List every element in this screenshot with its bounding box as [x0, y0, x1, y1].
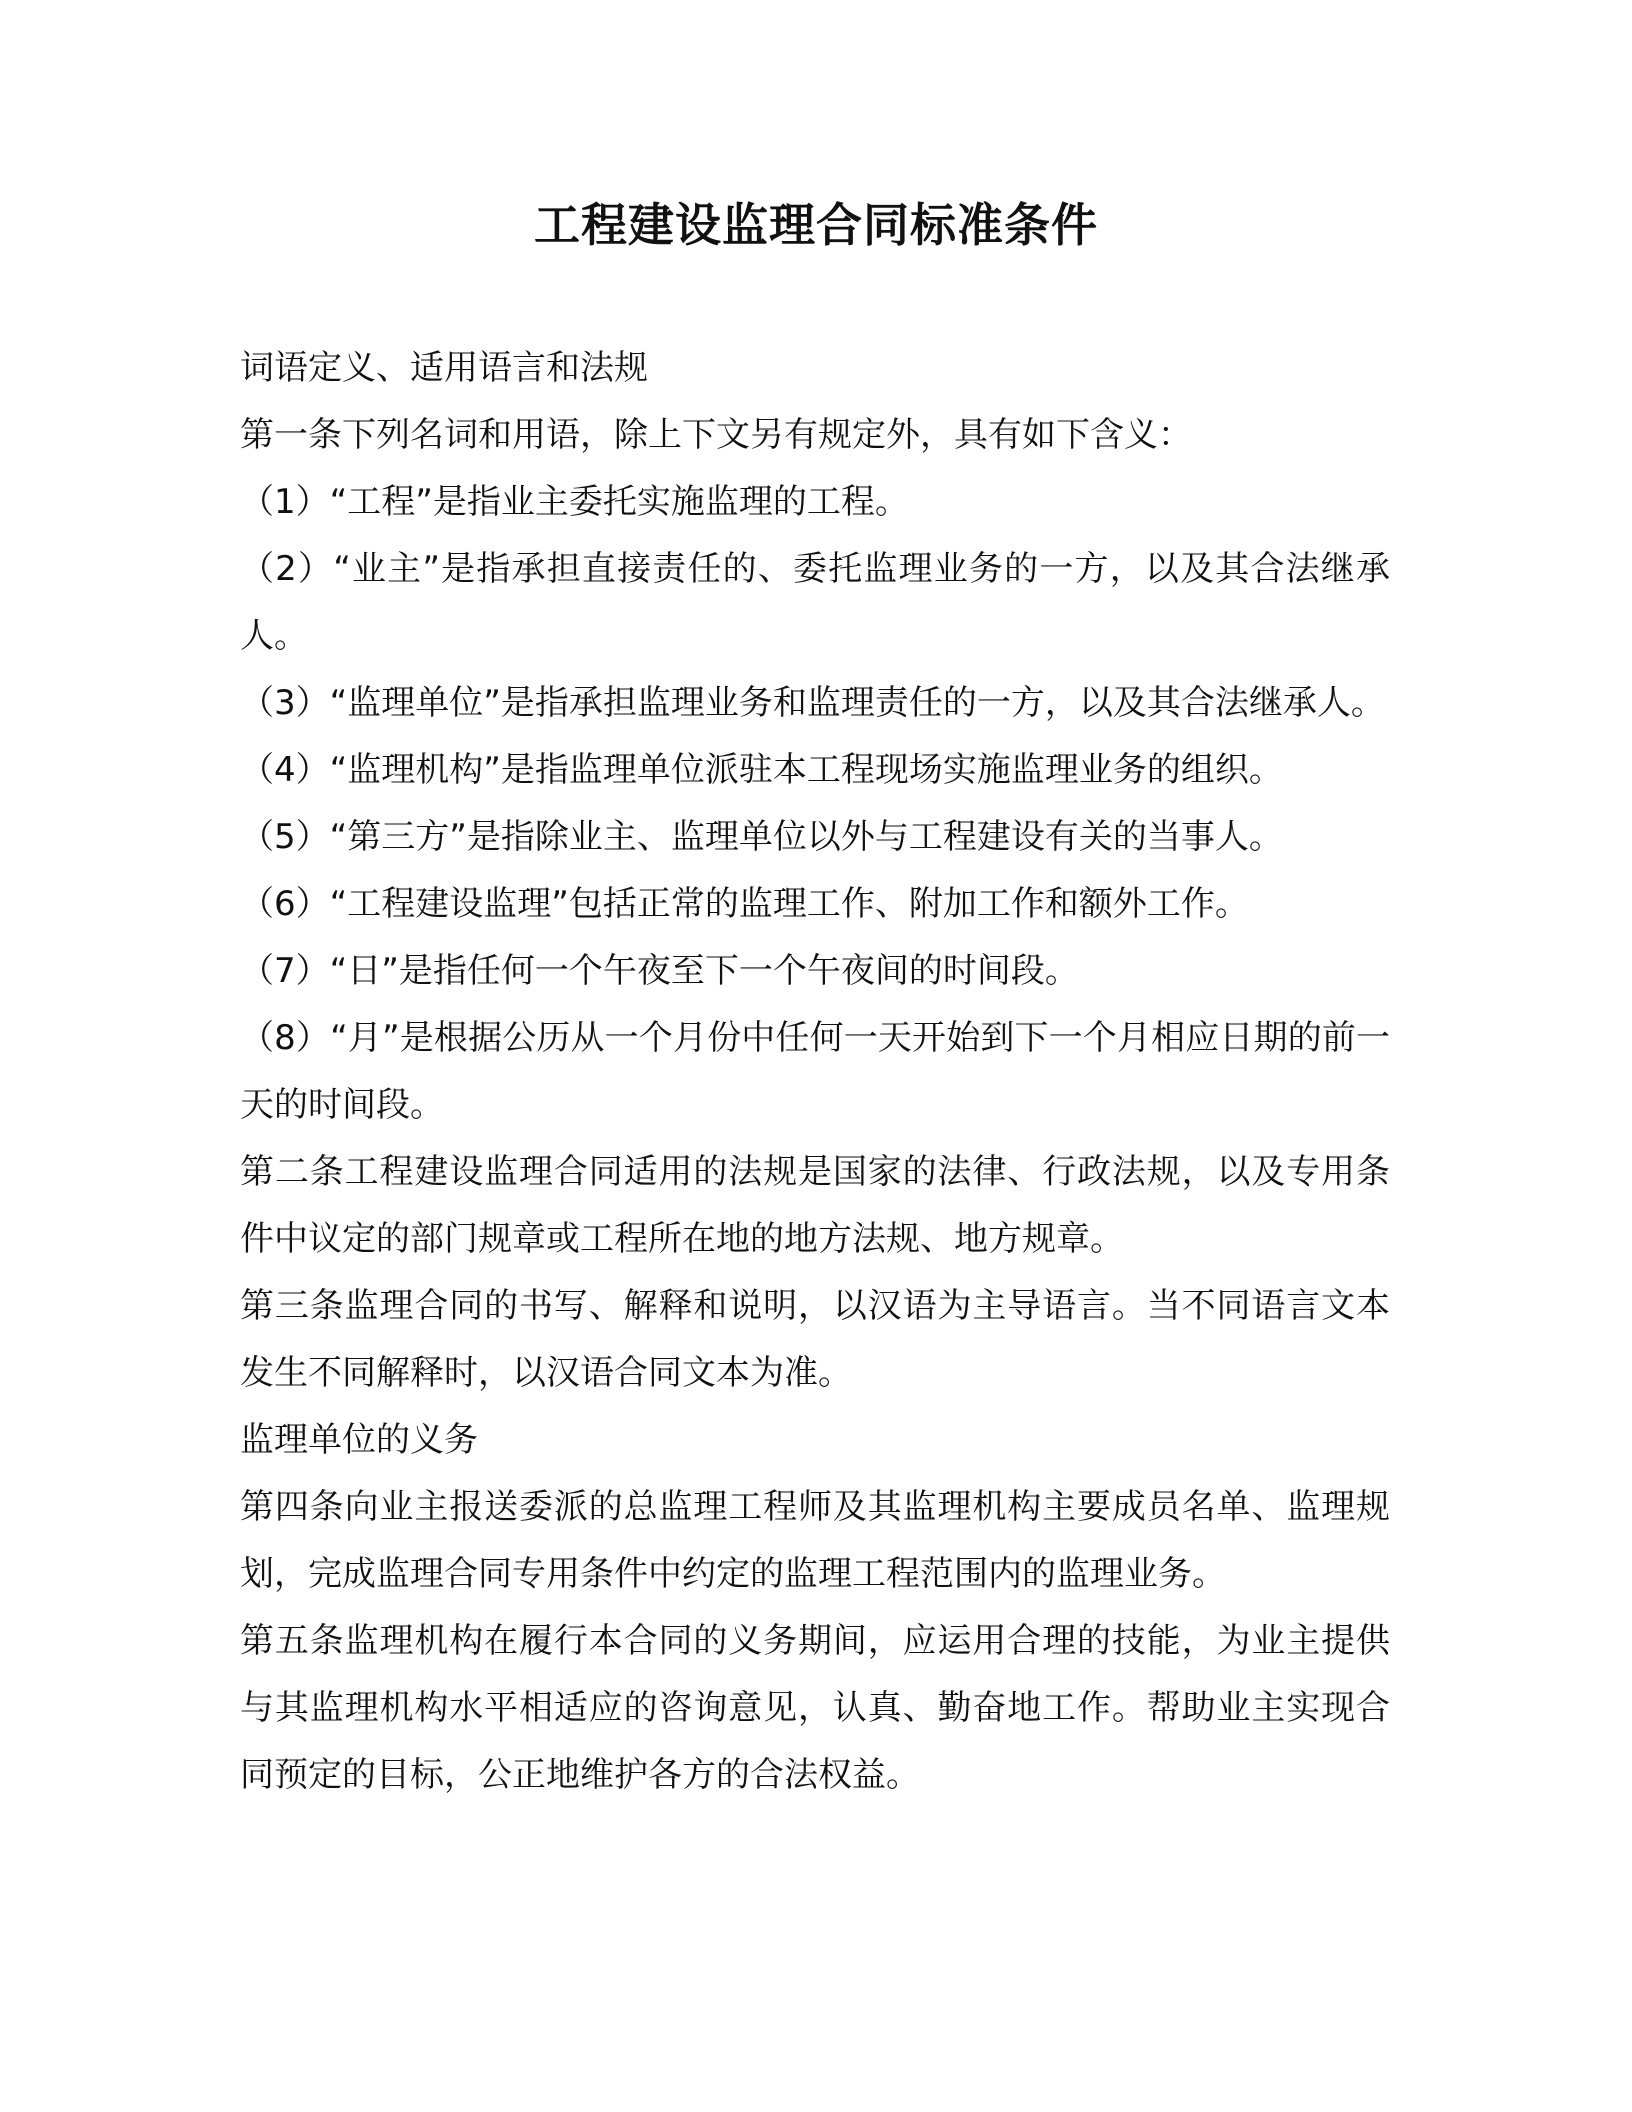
article-1: 第一条下列名词和用语，除上下文另有规定外，具有如下含义：	[240, 415, 1192, 455]
section-heading-obligations: 监理单位的义务	[240, 1420, 478, 1460]
definition-item-4: （4）“监理机构”是指监理单位派驻本工程现场实施监理业务的组织。	[240, 750, 1283, 790]
definition-item-2: （2）“业主”是指承担直接责任的、委托监理业务的一方，以及其合法继承人。	[240, 549, 1390, 656]
definition-item-5: （5）“第三方”是指除业主、监理单位以外与工程建设有关的当事人。	[240, 817, 1283, 857]
document-title: 工程建设监理合同标准条件	[534, 198, 1098, 252]
document-body	[240, 335, 1390, 1809]
section-heading-definitions: 词语定义、适用语言和法规	[240, 348, 648, 388]
article-2: 第二条工程建设监理合同适用的法规是国家的法律、行政法规，以及专用条件中议定的部门规章或工程所在地的地方法规、地方规章。	[240, 1152, 1390, 1259]
definition-item-7: （7）“日”是指任何一个午夜至下一个午夜间的时间段。	[240, 951, 1079, 991]
article-4: 第四条向业主报送委派的总监理工程师及其监理机构主要成员名单、监理规划，完成监理合同专用条件中约定的监理工程范围内的监理业务。	[240, 1487, 1390, 1594]
definition-item-1: （1）“工程”是指业主委托实施监理的工程。	[240, 482, 909, 522]
article-5: 第五条监理机构在履行本合同的义务期间，应运用合理的技能，为业主提供与其监理机构水平相适应的咨询意见，认真、勤奋地工作。帮助业主实现合同预定的目标，公正地维护各方的合法权益。	[240, 1621, 1390, 1795]
definition-item-3: （3）“监理单位”是指承担监理业务和监理责任的一方，以及其合法继承人。	[240, 683, 1385, 723]
definition-item-6: （6）“工程建设监理”包括正常的监理工作、附加工作和额外工作。	[240, 884, 1249, 924]
definition-item-8: （8）“月”是根据公历从一个月份中任何一天开始到下一个月相应日期的前一天的时间段。	[240, 1018, 1390, 1125]
article-3: 第三条监理合同的书写、解释和说明，以汉语为主导语言。当不同语言文本发生不同解释时，以汉语合同文本为准。	[240, 1286, 1390, 1393]
